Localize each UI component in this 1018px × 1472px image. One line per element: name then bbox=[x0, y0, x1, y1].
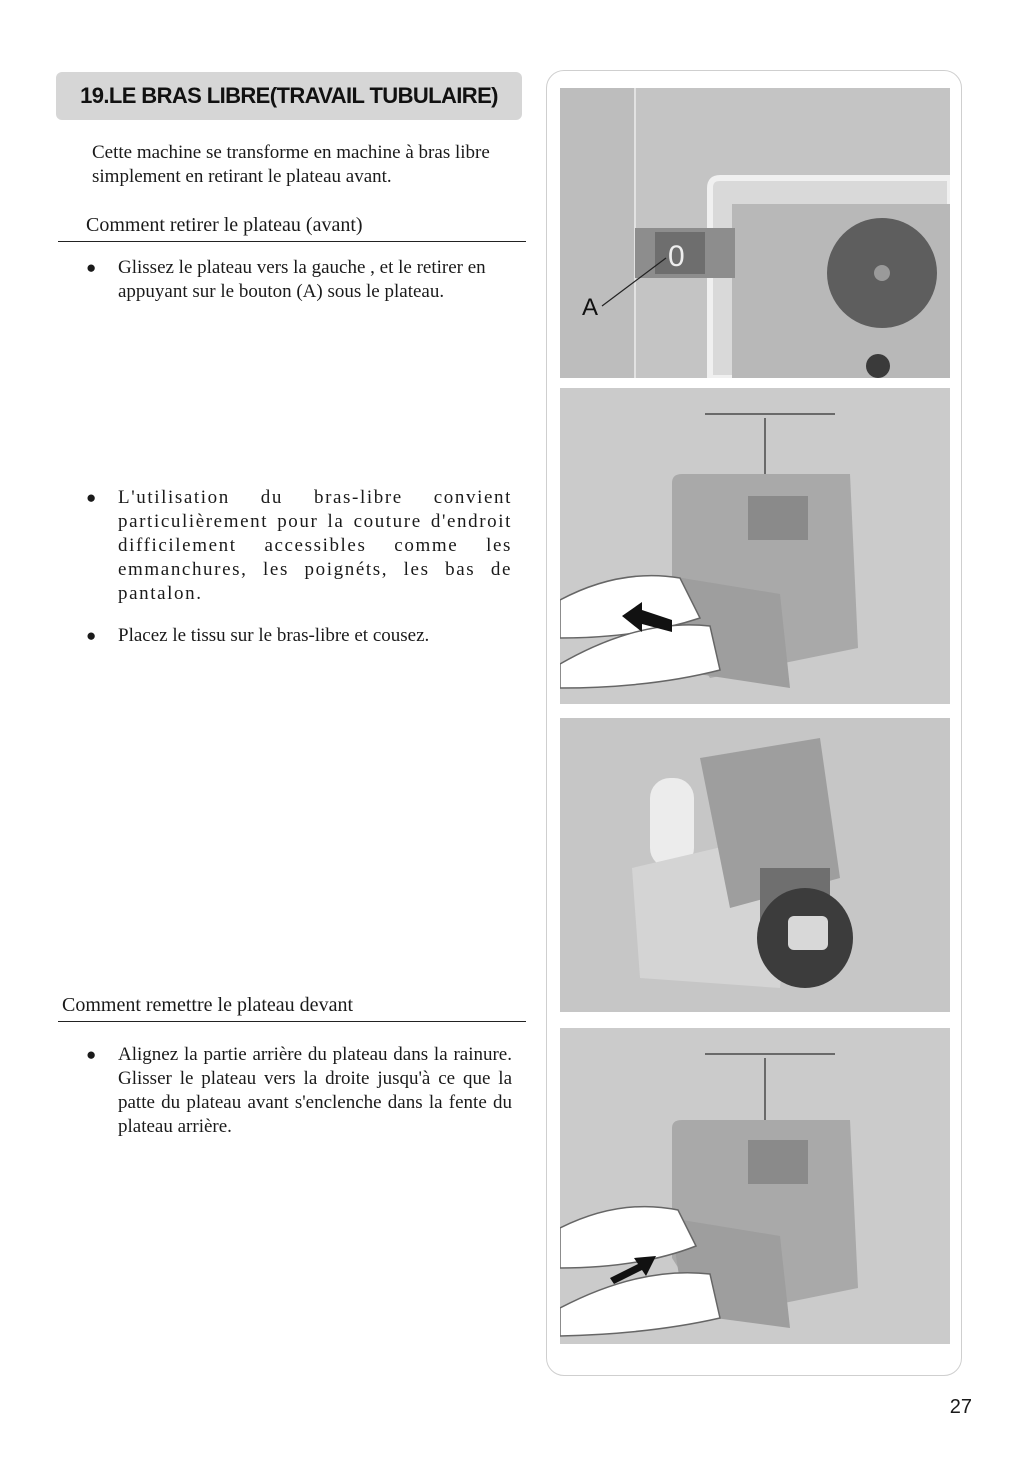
bullet-icon: ● bbox=[86, 488, 97, 507]
list-item bbox=[86, 1043, 512, 1139]
bullet-text: Placez le tissu sur le bras-libre et cousez. bbox=[118, 625, 430, 646]
bullet-text: Glissez le plateau vers la gauche , et le retirer en appuyant sur le bouton (A) sous le plateau. bbox=[118, 257, 486, 302]
replace-plate-heading bbox=[58, 993, 526, 1022]
section-title: 19.LE BRAS LIBRE(TRAVAIL TUBULAIRE) bbox=[80, 83, 498, 108]
bullet-text: Alignez la partie arrière du plateau dans la rainure. Glisser le plateau vers la droite jusqu'à ce que la patte du plateau avant s'enclenche dans la fente du plateau arrière. bbox=[118, 1044, 512, 1137]
intro-paragraph: Cette machine se transforme en machine à bras libre simplement en retirant le plateau avant. bbox=[92, 142, 490, 187]
figure-remove-plate bbox=[560, 388, 950, 704]
dial-number: 0 bbox=[668, 240, 685, 273]
button-a-label: A bbox=[582, 294, 599, 321]
section-header bbox=[56, 72, 522, 120]
list-item bbox=[86, 624, 512, 648]
replace-plate-heading-text: Comment remettre le plateau devant bbox=[62, 994, 353, 1016]
bullet-icon: ● bbox=[86, 1045, 97, 1064]
figure-replace-plate bbox=[560, 1028, 950, 1344]
list-item bbox=[86, 486, 512, 606]
bullet-text: L'utilisation du bras-libre convient particulièrement pour la couture d'endroit difficilement accessibles comme les emmanchures, les poignéts, les bas de pantalon. bbox=[118, 487, 512, 604]
list-item bbox=[86, 256, 512, 304]
figure-free-arm bbox=[560, 718, 950, 1012]
page-number: 27 bbox=[949, 1396, 972, 1418]
figure-release-button bbox=[560, 88, 950, 378]
remove-plate-heading bbox=[58, 213, 526, 242]
bullet-icon: ● bbox=[86, 258, 97, 277]
bullet-icon: ● bbox=[86, 626, 97, 645]
remove-plate-heading-text: Comment retirer le plateau (avant) bbox=[86, 214, 363, 236]
